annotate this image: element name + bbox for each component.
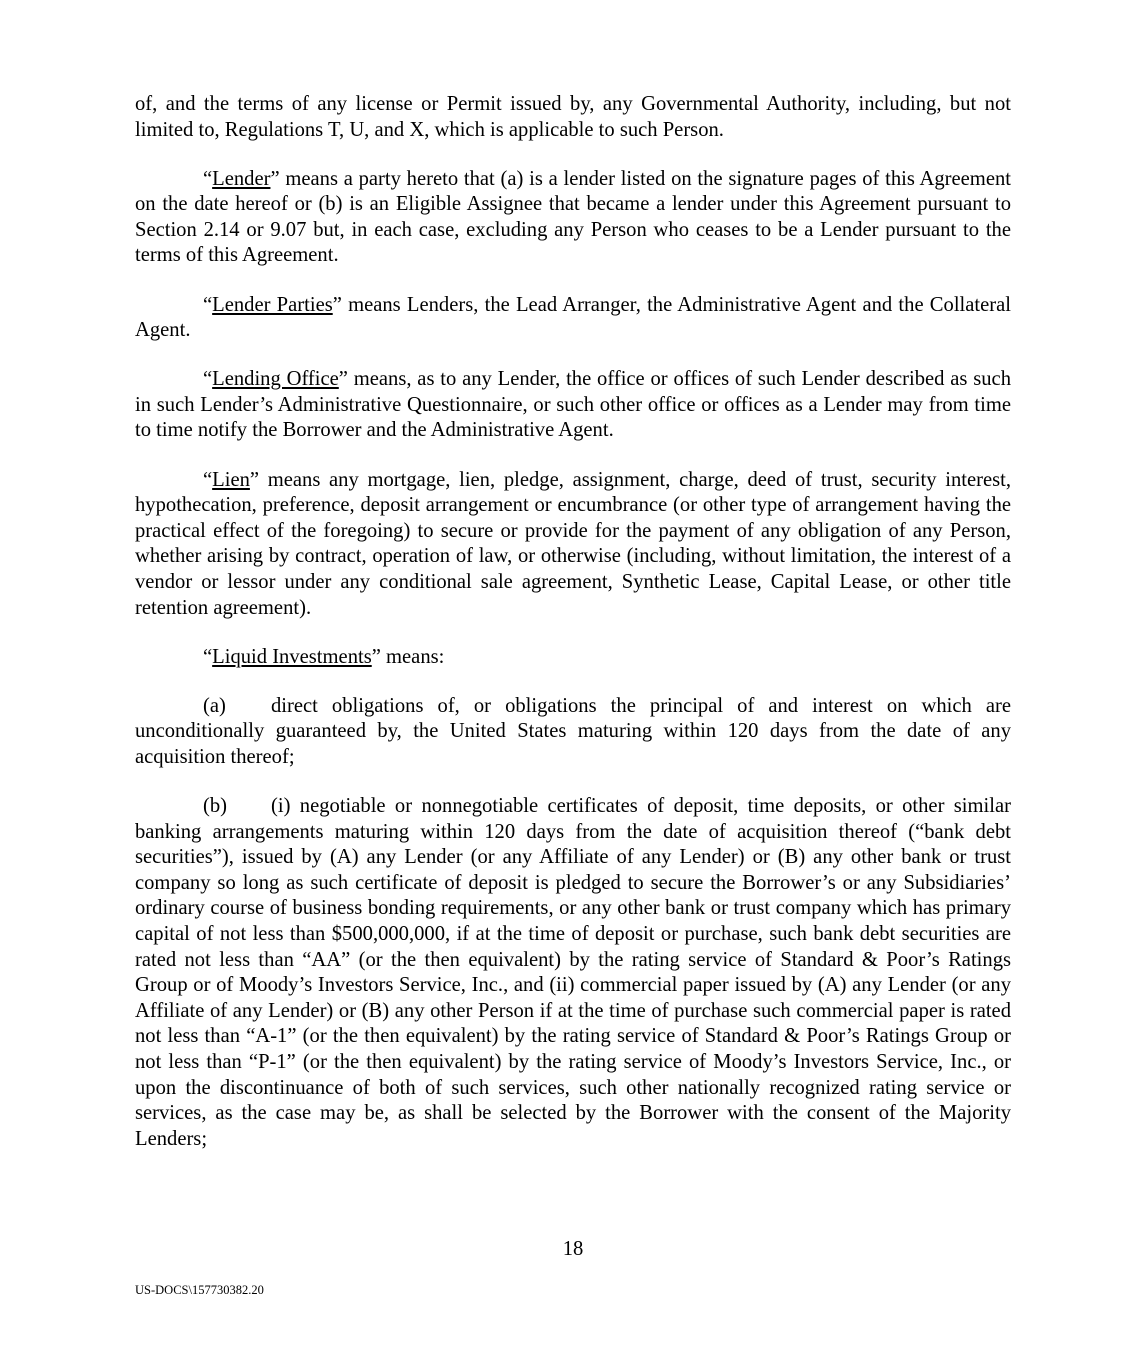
open-quote: “ xyxy=(203,645,213,668)
page-number: 18 xyxy=(562,1238,584,1260)
document-body xyxy=(135,92,1011,1176)
definition-text: means, as to any Lender, the office or offices of such Lender described as such in such Lender’s Administrative Questionnaire, or such other office or offices as a Lender may from time to time notify the Borrower and the Administrative Agent. xyxy=(135,368,1011,442)
clause-a xyxy=(135,694,1011,771)
definition-lender xyxy=(135,167,1011,269)
close-quote: ” xyxy=(249,468,260,491)
definition-liquid-investments xyxy=(135,645,1011,671)
open-quote: “ xyxy=(203,293,213,316)
definition-lending-office xyxy=(135,367,1011,444)
open-quote: “ xyxy=(203,468,213,491)
clause-b xyxy=(135,794,1011,1152)
definition-text: means any mortgage, lien, pledge, assignment, charge, deed of trust, security interest, hypothecation, preference, deposit arrangement or encumbrance (or other type of arrangement having the practical effect of the foregoing) to secure or provide for the payment of any obligation of any Person, whether arising by contract, operation of law, or otherwise (including, without limitation, the interest of a vendor or lessor under any conditional sale agreement, Synthetic Lease, Capital Lease, or other title retention agreement). xyxy=(135,468,1011,619)
document-id: US-DOCS\157730382.20 xyxy=(135,1283,264,1297)
clause-text: (i) negotiable or nonnegotiable certificates of deposit, time deposits, or other similar banking arrangements maturing within 120 days from the date of acquisition thereof (“bank debt securities”), issued by (A) any Lender (or any Affiliate of any Lender) or (B) any other bank or trust company so long as such certificate of deposit is pledged to secure the Borrower’s or any Subsidiaries’ ordinary course of business bonding requirements, or any other bank or trust company which has primary capital of not less than $500,000,000, if at the time of deposit or purchase, such bank debt securities are rated not less than “AA” (or the then equivalent) by the rating service of Standard & Poor’s Ratings Group or of Moody’s Investors Service, Inc., and (ii) commercial paper issued by (A) any Lender (or any Affiliate of any Lender) or (B) any other Person if at the time of purchase such commercial paper is rated not less than “A-1” (or the then equivalent) by the rating service of Standard & Poor’s Ratings Group or not less than “P-1” (or the then equivalent) by the rating service of Moody’s Investors Service, Inc., or upon the discontinuance of both of such services, such other nationally recognized rating service or services, as the case may be, as shall be selected by the Borrower with the consent of the Majority Lenders; xyxy=(135,794,1011,1150)
close-quote: ” xyxy=(270,167,280,190)
open-quote: “ xyxy=(203,167,213,190)
definition-lender-parties xyxy=(135,293,1011,344)
clause-label: (a) xyxy=(203,694,226,717)
defined-term: Lender xyxy=(212,167,271,190)
close-quote: ” xyxy=(332,293,342,316)
continuation-paragraph: of, and the terms of any license or Permit issued by, any Governmental Authority, including, but not limited to, Regulations T, U, and X, which is applicable to such Person. xyxy=(135,93,1011,141)
defined-term: Liquid Investments xyxy=(212,645,372,668)
defined-term: Lien xyxy=(212,468,250,491)
clause-text: direct obligations of, or obligations the principal of and interest on which are unconditionally guaranteed by, the United States maturing within 120 days from the date of any acquisition thereof; xyxy=(135,694,1011,768)
close-quote: ” xyxy=(371,645,381,668)
defined-term: Lending Office xyxy=(212,368,339,391)
definition-text: means a party hereto that (a) is a lender listed on the signature pages of this Agreement on the date hereof or (b) is an Eligible Assignee that became a lender under this Agreement pursuant to Section 2.14 or 9.07 but, in each case, excluding any Person who ceases to be a Lender pursuant to the terms of this Agreement. xyxy=(135,167,1011,267)
definition-text: means Lenders, the Lead Arranger, the Administrative Agent and the Collateral Agent. xyxy=(135,293,1011,342)
definition-text: means: xyxy=(380,645,445,668)
open-quote: “ xyxy=(203,368,213,391)
close-quote: ” xyxy=(338,368,348,391)
defined-term: Lender Parties xyxy=(212,293,333,316)
clause-label: (b) xyxy=(203,794,228,817)
definition-lien xyxy=(135,468,1011,622)
